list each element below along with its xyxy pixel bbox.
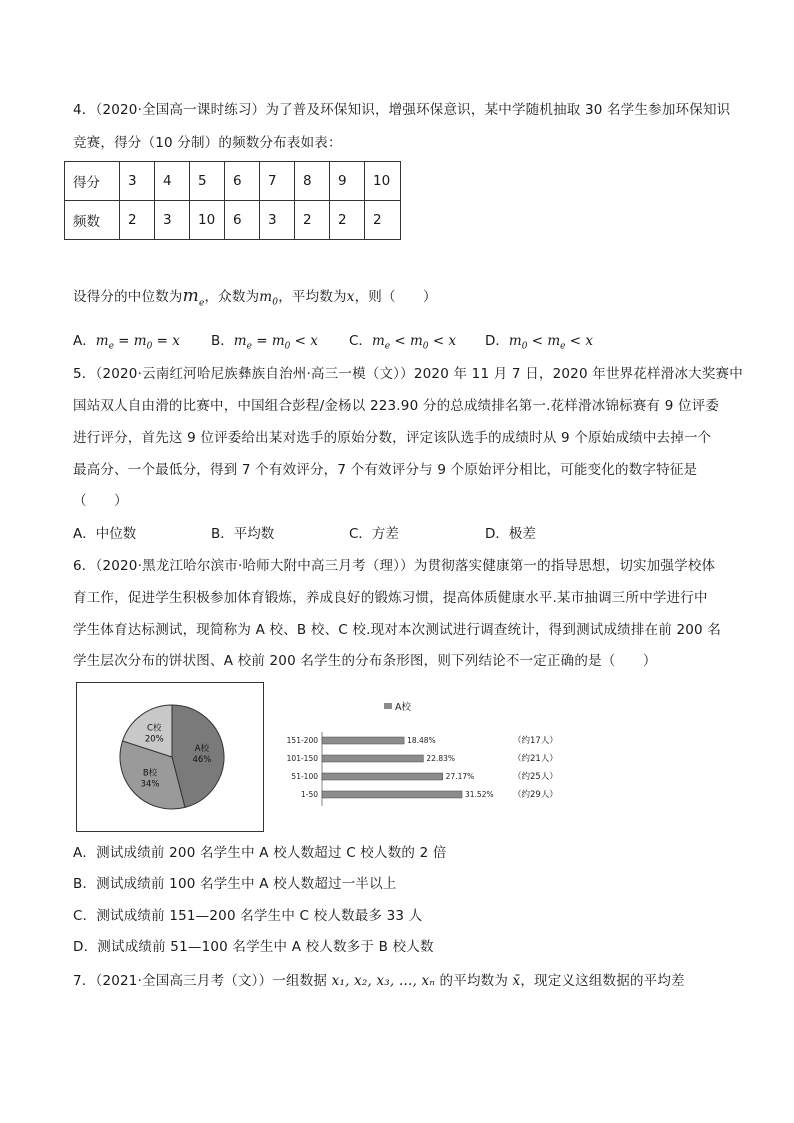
freq-header: 频数 bbox=[65, 201, 120, 240]
q5-option-a[interactable]: A．中位数 bbox=[73, 526, 137, 542]
score-cell: 9 bbox=[330, 162, 365, 201]
mode-m: m bbox=[259, 289, 273, 305]
q4-line-1: 4．（2020·全国高一课时练习）为了普及环保知识，增强环保意识，某中学随机抽取 30 名学生参加环保知识 bbox=[73, 102, 731, 118]
bar-annotation: （约17人） bbox=[513, 736, 558, 746]
q5-option-c[interactable]: C．方差 bbox=[349, 526, 399, 542]
freq-cell: 3 bbox=[260, 201, 295, 240]
mean-symbol: x bbox=[346, 289, 355, 305]
table-row-scores bbox=[65, 162, 401, 201]
q5-line-3: 进行评分，首先这 9 位评委给出某对选手的原始分数，评定该队选手的成绩时从 9 个原始成绩中去掉一个 bbox=[73, 430, 712, 446]
freq-cell: 2 bbox=[365, 201, 401, 240]
bar-value-label: 27.17% bbox=[445, 772, 475, 781]
q6-option-b[interactable]: B．测试成绩前 100 名学生中 A 校人数超过一半以上 bbox=[73, 876, 397, 892]
q4-option-a[interactable]: A．$m_e = m_0 = x$ bbox=[73, 333, 180, 352]
pie-slice-percent: 20% bbox=[144, 734, 164, 745]
q4-stem-c: ，平均数为 bbox=[278, 289, 347, 305]
pie-chart bbox=[77, 683, 263, 831]
pie-chart-frame bbox=[76, 682, 264, 832]
freq-cell: 3 bbox=[155, 201, 190, 240]
q7-text-a: 7．（2021·全国高三月考（文））一组数据 bbox=[73, 973, 332, 989]
bar bbox=[322, 755, 423, 762]
table-row-freqs bbox=[65, 201, 401, 240]
q7-mean-symbol: x̄ bbox=[512, 973, 521, 989]
q4-stem bbox=[73, 286, 437, 313]
bar-chart-frame bbox=[266, 690, 626, 830]
score-header: 得分 bbox=[65, 162, 120, 201]
median-sub: e bbox=[198, 298, 205, 309]
freq-cell: 2 bbox=[330, 201, 365, 240]
q4-line-2: 竞赛，得分（10 分制）的频数分布表如表： bbox=[73, 135, 342, 151]
pie-slice-name: C校 bbox=[147, 723, 162, 734]
pie-slice-percent: 34% bbox=[140, 779, 160, 790]
q5-line-5: （ ） bbox=[73, 493, 128, 509]
q6-option-d[interactable]: D．测试成绩前 51—100 名学生中 A 校人数多于 B 校人数 bbox=[73, 939, 434, 955]
freq-cell: 10 bbox=[190, 201, 225, 240]
bar-category-label: 1-50 bbox=[300, 790, 318, 799]
score-cell: 6 bbox=[225, 162, 260, 201]
q7-text-c: ，现定义这组数据的平均差 bbox=[520, 973, 685, 989]
q5-options bbox=[73, 522, 773, 542]
q6-option-a[interactable]: A．测试成绩前 200 名学生中 A 校人数超过 C 校人数的 2 倍 bbox=[73, 845, 447, 861]
pie-slice-name: A校 bbox=[194, 744, 210, 755]
pie-slice-name: B校 bbox=[142, 768, 158, 779]
q5-line-2: 国站双人自由滑的比赛中，中国组合彭程/金杨以 223.90 分的总成绩排名第一.花样滑冰锦标赛有 9 位评委 bbox=[73, 398, 720, 414]
legend-label: A校 bbox=[395, 702, 411, 713]
score-cell: 5 bbox=[190, 162, 225, 201]
bar bbox=[322, 791, 462, 798]
score-cell: 10 bbox=[365, 162, 401, 201]
mode-symbol bbox=[259, 289, 279, 308]
q4-option-b[interactable]: B．$m_e = m_0 < x$ bbox=[211, 333, 318, 352]
freq-cell: 2 bbox=[120, 201, 155, 240]
q6-line-2: 育工作，促进学生积极参加体育锻炼，养成良好的锻炼习惯，提高体质健康水平.某市抽调三所中学进行中 bbox=[73, 590, 708, 606]
q4-options bbox=[73, 329, 773, 352]
bar-category-label: 101-150 bbox=[286, 754, 318, 763]
q6-option-c[interactable]: C．测试成绩前 151—200 名学生中 C 校人数最多 33 人 bbox=[73, 908, 423, 924]
median-symbol bbox=[182, 286, 205, 309]
q7-text-b: 的平均数为 bbox=[435, 973, 513, 989]
q4-option-d[interactable]: D．$m_0 < m_e < x$ bbox=[485, 333, 594, 352]
q7-data-vars: x₁, x₂, x₃, …, xₙ bbox=[331, 973, 436, 989]
q4-stem-b: ，众数为 bbox=[204, 289, 260, 305]
bar-value-label: 18.48% bbox=[407, 736, 436, 745]
q6-line-1: 6．（2020·黑龙江哈尔滨市·哈师大附中高三月考（理））为贯彻落实健康第一的指导思想，切实加强学校体 bbox=[73, 558, 716, 574]
bar-chart bbox=[266, 690, 626, 830]
bar bbox=[322, 773, 443, 780]
freq-cell: 6 bbox=[225, 201, 260, 240]
bar-category-label: 151-200 bbox=[286, 736, 318, 745]
score-cell: 7 bbox=[260, 162, 295, 201]
q4-option-c[interactable]: C．$m_e < m_0 < x$ bbox=[349, 333, 457, 352]
bar-annotation: （约29人） bbox=[513, 790, 558, 800]
bar bbox=[322, 737, 404, 744]
score-cell: 4 bbox=[155, 162, 190, 201]
mode-sub: 0 bbox=[272, 297, 279, 308]
bar-annotation: （约25人） bbox=[513, 772, 558, 782]
q6-line-3: 学生体育达标测试，现简称为 A 校、B 校、C 校.现对本次测试进行调查统计，得到测试成绩排在前 200 名 bbox=[73, 622, 722, 638]
pie-slice-percent: 46% bbox=[192, 755, 212, 766]
score-cell: 8 bbox=[295, 162, 330, 201]
bar-value-label: 22.83% bbox=[426, 754, 456, 763]
bar-category-label: 51-100 bbox=[291, 772, 318, 781]
q5-line-1: 5．（2020·云南红河哈尼族彝族自治州·高三一模（文））2020 年 11 月 7 日，2020 年世界花样滑冰大奖赛中 bbox=[73, 366, 743, 382]
q7-line-1 bbox=[73, 971, 685, 991]
q5-option-d[interactable]: D．极差 bbox=[485, 526, 536, 542]
freq-cell: 2 bbox=[295, 201, 330, 240]
q4-stem-a: 设得分的中位数为 bbox=[73, 289, 183, 305]
q4-stem-d: ，则（ ） bbox=[354, 289, 437, 305]
q6-line-4: 学生层次分布的饼状图、A 校前 200 名学生的分布条形图，则下列结论不一定正确的是（ ） bbox=[73, 653, 657, 669]
q5-option-b[interactable]: B．平均数 bbox=[211, 526, 275, 542]
bar-annotation: （约21人） bbox=[513, 754, 558, 764]
score-cell: 3 bbox=[120, 162, 155, 201]
frequency-table bbox=[64, 161, 401, 240]
bar-value-label: 31.52% bbox=[465, 790, 494, 799]
median-m: m bbox=[182, 286, 199, 306]
q5-line-4: 最高分、一个最低分，得到 7 个有效评分，7 个有效评分与 9 个原始评分相比，可能变化的数字特征是 bbox=[73, 462, 698, 478]
legend-swatch bbox=[384, 703, 392, 709]
